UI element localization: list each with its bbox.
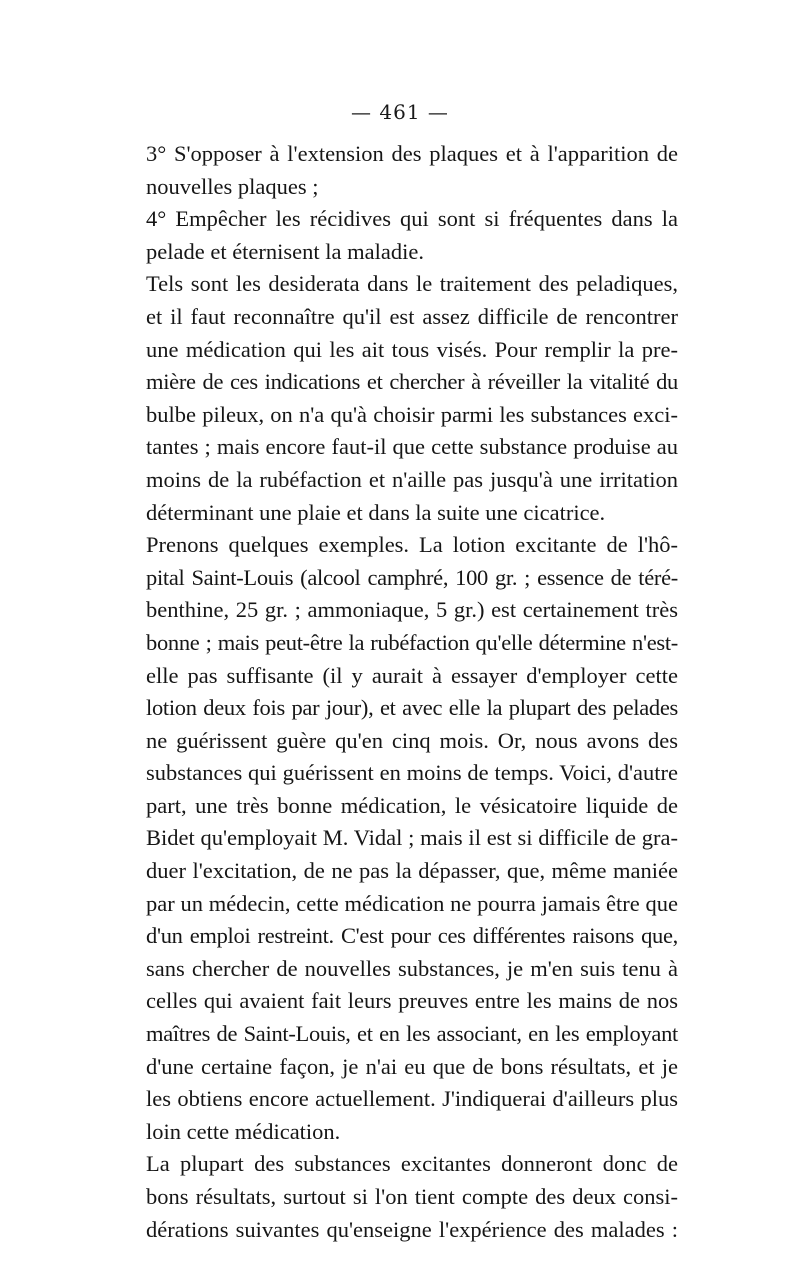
text-line: benthine, 25 gr. ; ammoniaque, 5 gr.) est certainement très — [146, 597, 678, 623]
text-line: bulbe pileux, on n'a qu'à choisir parmi les substances exci- — [146, 401, 678, 427]
text-line: dérations suivantes qu'enseigne l'expérience des malades : — [146, 1216, 678, 1242]
text-line: bonne ; mais peut-être la rubéfaction qu'elle détermine n'est- — [146, 629, 678, 655]
text-line: sans chercher de nouvelles substances, je m'en suis tenu à — [146, 955, 678, 981]
text-line: part, une très bonne médication, le vésicatoire liquide de — [146, 792, 678, 818]
paragraph — [146, 1148, 678, 1246]
text-line: maîtres de Saint-Louis, et en les associant, en les employant — [146, 1021, 678, 1047]
paragraph — [146, 203, 678, 268]
text-line: moins de la rubéfaction et n'aille pas jusqu'à une irritation — [146, 466, 678, 492]
text-line: 3° S'opposer à l'extension des plaques et à l'apparition de — [146, 141, 678, 166]
paragraph — [146, 268, 678, 529]
text-line: déterminant une plaie et dans la suite une cicatrice. — [146, 499, 606, 525]
text-line: lotion deux fois par jour), et avec elle la plupart des pelades — [146, 695, 678, 721]
text-line: Prenons quelques exemples. La lotion excitante de l'hô- — [146, 532, 678, 558]
text-line: elle pas suffisante (il y aurait à essayer d'employer cette — [146, 662, 678, 688]
text-line: duer l'excitation, de ne pas la dépasser, que, même maniée — [146, 858, 678, 884]
text-line: d'un emploi restreint. C'est pour ces différentes raisons que, — [146, 923, 678, 949]
text-line: loin cette médication. — [146, 1118, 341, 1144]
text-line: pelade et éternisent la maladie. — [146, 238, 424, 264]
page-number: — 461 — — [351, 100, 449, 124]
text-line: ne guérissent guère qu'en cinq mois. Or, nous avons des — [146, 727, 678, 753]
text-line: pital Saint-Louis (alcool camphré, 100 gr. ; essence de téré- — [146, 564, 678, 590]
text-line: Bidet qu'employait M. Vidal ; mais il est si difficile de gra- — [146, 825, 678, 851]
text-line: mière de ces indications et chercher à réveiller la vitalité du — [146, 369, 678, 395]
text-line: Tels sont les desiderata dans le traitement des peladiques, — [146, 271, 678, 297]
text-line: celles qui avaient fait leurs preuves entre les mains de nos — [146, 988, 678, 1014]
text-line: et il faut reconnaître qu'il est assez difficile de rencontrer — [146, 303, 678, 329]
body-text — [146, 138, 678, 1246]
text-line: La plupart des substances excitantes donneront donc de — [146, 1151, 678, 1177]
text-line: tantes ; mais encore faut-il que cette substance produise au — [146, 434, 678, 460]
text-line: nouvelles plaques ; — [146, 173, 319, 199]
paragraph — [146, 529, 678, 1148]
text-line: 4° Empêcher les récidives qui sont si fréquentes dans la — [146, 206, 678, 232]
text-line: substances qui guérissent en moins de temps. Voici, d'autre — [146, 760, 678, 786]
paragraph — [146, 138, 678, 203]
text-line: une médication qui les ait tous visés. Pour remplir la pre- — [146, 336, 678, 362]
text-line: d'une certaine façon, je n'ai eu que de bons résultats, et je — [146, 1053, 678, 1079]
text-line: bons résultats, surtout si l'on tient compte des deux consi- — [146, 1184, 678, 1209]
text-line: les obtiens encore actuellement. J'indiquerai d'ailleurs plus — [146, 1086, 678, 1112]
text-line: par un médecin, cette médication ne pourra jamais être que — [146, 890, 678, 916]
